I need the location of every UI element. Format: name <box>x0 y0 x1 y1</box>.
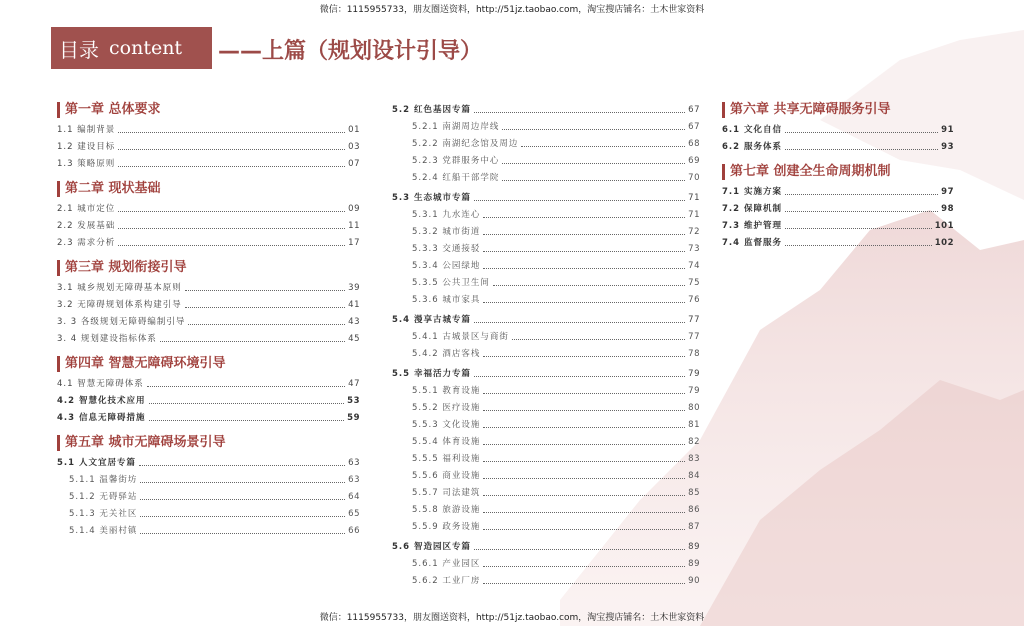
toc-entry[interactable]: 5.6.2 工业厂房 90 <box>412 576 700 586</box>
toc-entry[interactable]: 7.2 保障机制 98 <box>722 204 954 214</box>
toc-section[interactable]: 5.4 漫享古城专篇 77 <box>392 315 700 325</box>
toc-entry[interactable]: 5.4.1 古城景区与商街 77 <box>412 332 700 342</box>
toc-entry[interactable]: 3.1 城乡规划无障碍基本原则 39 <box>57 283 360 293</box>
toc-section[interactable]: 5.1 人文宜居专篇 63 <box>57 458 360 468</box>
chapter-5-heading: 第五章 城市无障碍场景引导 <box>57 435 360 451</box>
toc-entry[interactable]: 5.2.1 南湖周边岸线 67 <box>412 122 700 132</box>
toc-entry[interactable]: 5.3.5 公共卫生间 75 <box>412 278 700 288</box>
toc-entry[interactable]: 5.3.2 城市街道 72 <box>412 227 700 237</box>
toc-entry[interactable]: 7.4 监督服务 102 <box>722 238 954 248</box>
toc-entry[interactable]: 3.2 无障碍规划体系构建引导 41 <box>57 300 360 310</box>
toc-entry[interactable]: 1.2 建设目标 03 <box>57 142 360 152</box>
toc-entry[interactable]: 5.1.4 美丽村镇 66 <box>69 526 360 536</box>
toc-entry[interactable]: 2.2 发展基础 11 <box>57 221 360 231</box>
toc-entry[interactable]: 7.1 实施方案 97 <box>722 187 954 197</box>
toc-entry[interactable]: 5.3.3 交通接驳 73 <box>412 244 700 254</box>
watermark-top: 微信：1115955733，朋友圈送资料，http://51jz.taobao.com，淘宝搜店铺名：土木世家资料 <box>319 5 705 15</box>
toc-section[interactable]: 5.5 幸福活力专篇 79 <box>392 369 700 379</box>
chapter-4-heading: 第四章 智慧无障碍环境引导 <box>57 356 360 372</box>
toc-title-cn: 目录 <box>59 37 99 62</box>
toc-column-2 <box>392 102 700 590</box>
chapter-7-heading: 第七章 创建全生命周期机制 <box>722 164 954 180</box>
toc-entry[interactable]: 5.5.2 医疗设施 80 <box>412 403 700 413</box>
toc-section[interactable]: 5.3 生态城市专篇 71 <box>392 193 700 203</box>
chapter-2-heading: 第二章 现状基础 <box>57 181 360 197</box>
toc-entry[interactable]: 1.3 策略原则 07 <box>57 159 360 169</box>
toc-entry[interactable]: 1.1 编制背景 01 <box>57 125 360 135</box>
toc-entry[interactable]: 7.3 维护管理 101 <box>722 221 954 231</box>
toc-entry[interactable]: 5.6.1 产业园区 89 <box>412 559 700 569</box>
toc-entry[interactable]: 6.1 文化自信 91 <box>722 125 954 135</box>
toc-entry[interactable]: 5.5.6 商业设施 84 <box>412 471 700 481</box>
toc-entry[interactable]: 5.1.3 无关社区 65 <box>69 509 360 519</box>
toc-entry[interactable]: 5.2.3 党群服务中心 69 <box>412 156 700 166</box>
toc-entry[interactable]: 4.2 智慧化技术应用 53 <box>57 396 360 406</box>
chapter-1-heading: 第一章 总体要求 <box>57 102 360 118</box>
toc-entry[interactable]: 6.2 服务体系 93 <box>722 142 954 152</box>
toc-entry[interactable]: 5.3.1 九水连心 71 <box>412 210 700 220</box>
toc-section[interactable]: 5.2 红色基因专篇 67 <box>392 105 700 115</box>
toc-entry[interactable]: 5.4.2 酒店客栈 78 <box>412 349 700 359</box>
toc-entry[interactable]: 2.3 需求分析 17 <box>57 238 360 248</box>
toc-subtitle: ——上篇（规划设计引导） <box>218 39 483 64</box>
toc-entry[interactable]: 5.5.8 旅游设施 86 <box>412 505 700 515</box>
toc-entry[interactable]: 5.2.2 南湖纪念馆及周边 68 <box>412 139 700 149</box>
toc-entry[interactable]: 4.1 智慧无障碍体系 47 <box>57 379 360 389</box>
toc-entry[interactable]: 5.3.6 城市家具 76 <box>412 295 700 305</box>
toc-entry[interactable]: 3. 4 规划建设指标体系 45 <box>57 334 360 344</box>
toc-entry[interactable]: 5.5.3 文化设施 81 <box>412 420 700 430</box>
toc-entry[interactable]: 5.3.4 公园绿地 74 <box>412 261 700 271</box>
toc-entry[interactable]: 4.3 信息无障碍措施 59 <box>57 413 360 423</box>
toc-entry[interactable]: 5.5.1 教育设施 79 <box>412 386 700 396</box>
toc-title-box <box>51 27 212 69</box>
toc-entry[interactable]: 5.1.2 无碍驿站 64 <box>69 492 360 502</box>
toc-section[interactable]: 5.6 智造园区专篇 89 <box>392 542 700 552</box>
toc-entry[interactable]: 5.5.4 体育设施 82 <box>412 437 700 447</box>
chapter-6-heading: 第六章 共享无障碍服务引导 <box>722 102 954 118</box>
toc-entry[interactable]: 5.5.9 政务设施 87 <box>412 522 700 532</box>
toc-title-en: content <box>109 37 183 59</box>
toc-entry[interactable]: 2.1 城市定位 09 <box>57 204 360 214</box>
chapter-3-heading: 第三章 规划衔接引导 <box>57 260 360 276</box>
toc-column-1 <box>57 102 360 540</box>
toc-entry[interactable]: 5.5.7 司法建筑 85 <box>412 488 700 498</box>
watermark-bottom: 微信：1115955733，朋友圈送资料，http://51jz.taobao.com，淘宝搜店铺名：土木世家资料 <box>319 613 705 623</box>
toc-entry[interactable]: 5.5.5 福利设施 83 <box>412 454 700 464</box>
toc-column-3 <box>722 102 954 252</box>
toc-entry[interactable]: 3. 3 各级规划无障碍编制引导 43 <box>57 317 360 327</box>
toc-entry[interactable]: 5.2.4 红船干部学院 70 <box>412 173 700 183</box>
toc-entry[interactable]: 5.1.1 温馨街坊 63 <box>69 475 360 485</box>
